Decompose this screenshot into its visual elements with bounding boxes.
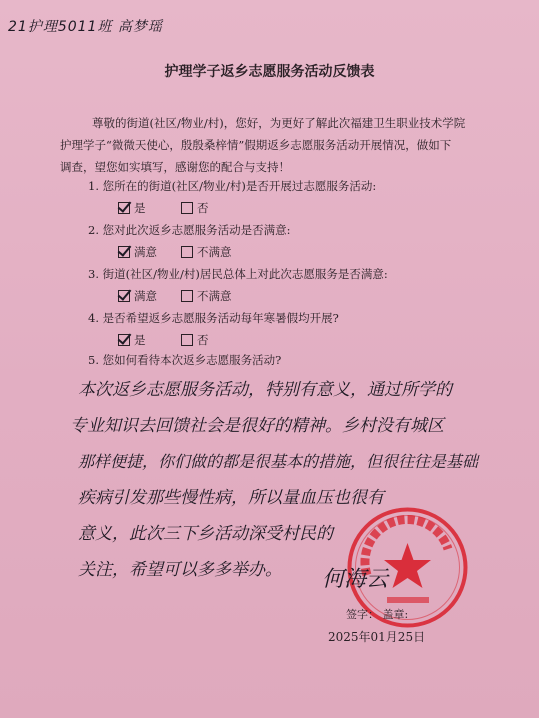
q3-option-satisfied-label: 满意 bbox=[134, 289, 157, 303]
intro-line-2: 护理学子“微微天使心，殷殷桑梓情”假期返乡志愿服务活动开展情况，做如下 bbox=[60, 138, 452, 152]
signature-label: 签字： 盖章: bbox=[346, 608, 409, 621]
checkbox-checked-icon bbox=[118, 290, 130, 302]
handwritten-class-name: 21护理5011班 高梦瑶 bbox=[8, 19, 163, 35]
checkbox-empty-icon bbox=[181, 202, 193, 214]
q2-option-unsatisfied[interactable] bbox=[181, 244, 232, 260]
checkbox-checked-icon bbox=[118, 334, 130, 346]
intro-line-1: 尊敬的街道(社区/物业/村)，您好，为更好了解此次福建卫生职业技术学院 bbox=[92, 116, 466, 130]
checkbox-checked-icon bbox=[118, 202, 130, 214]
checkbox-empty-icon bbox=[181, 290, 193, 302]
intro-paragraph bbox=[60, 112, 500, 178]
answer-line: 专业知识去回馈社会是很好的精神。乡村没有城区 bbox=[70, 416, 444, 436]
q2-option-unsatisfied-label: 不满意 bbox=[197, 245, 232, 259]
question-3: 3. 街道(社区/物业/村)居民总体上对此次志愿服务是否满意: bbox=[88, 267, 388, 281]
intro-line-3: 调查，望您如实填写，感谢您的配合与支持！ bbox=[60, 160, 290, 174]
q4-option-yes[interactable] bbox=[118, 332, 146, 348]
answer-line: 本次返乡志愿服务活动，特别有意义，通过所学的 bbox=[78, 380, 452, 400]
checkbox-empty-icon bbox=[181, 334, 193, 346]
q1-option-yes-label: 是 bbox=[134, 201, 146, 215]
q4-option-no[interactable] bbox=[181, 332, 209, 348]
q3-option-unsatisfied[interactable] bbox=[181, 288, 232, 304]
q1-option-no-label: 否 bbox=[197, 201, 209, 215]
q3-option-satisfied[interactable] bbox=[118, 288, 157, 304]
question-2: 2. 您对此次返乡志愿服务活动是否满意: bbox=[88, 223, 291, 237]
q4-option-yes-label: 是 bbox=[134, 333, 146, 347]
question-4: 4. 是否希望返乡志愿服务活动每年寒暑假均开展? bbox=[88, 311, 339, 325]
question-5: 5. 您如何看待本次返乡志愿服务活动? bbox=[88, 353, 282, 367]
q3-option-unsatisfied-label: 不满意 bbox=[197, 289, 232, 303]
q4-option-no-label: 否 bbox=[197, 333, 209, 347]
answer-line: 那样便捷，你们做的都是很基本的措施，但很往往是基础 bbox=[78, 452, 479, 471]
q1-option-yes[interactable] bbox=[118, 200, 146, 216]
q2-option-satisfied[interactable] bbox=[118, 244, 157, 260]
form-date: 2025年01月25日 bbox=[328, 630, 426, 644]
answer-line: 意义，此次三下乡活动深受村民的 bbox=[78, 524, 333, 544]
q1-option-no[interactable] bbox=[181, 200, 209, 216]
checkbox-empty-icon bbox=[181, 246, 193, 258]
checkbox-checked-icon bbox=[118, 246, 130, 258]
answer-line: 疾病引发那些慢性病，所以量血压也很有 bbox=[78, 488, 384, 508]
handwritten-signature: 何海云 bbox=[322, 567, 389, 592]
form-title: 护理学子返乡志愿服务活动反馈表 bbox=[164, 64, 375, 80]
q2-option-satisfied-label: 满意 bbox=[134, 245, 157, 259]
answer-line: 关注，希望可以多多举办。 bbox=[78, 560, 282, 580]
question-1: 1. 您所在的街道(社区/物业/村)是否开展过志愿服务活动: bbox=[88, 179, 377, 193]
